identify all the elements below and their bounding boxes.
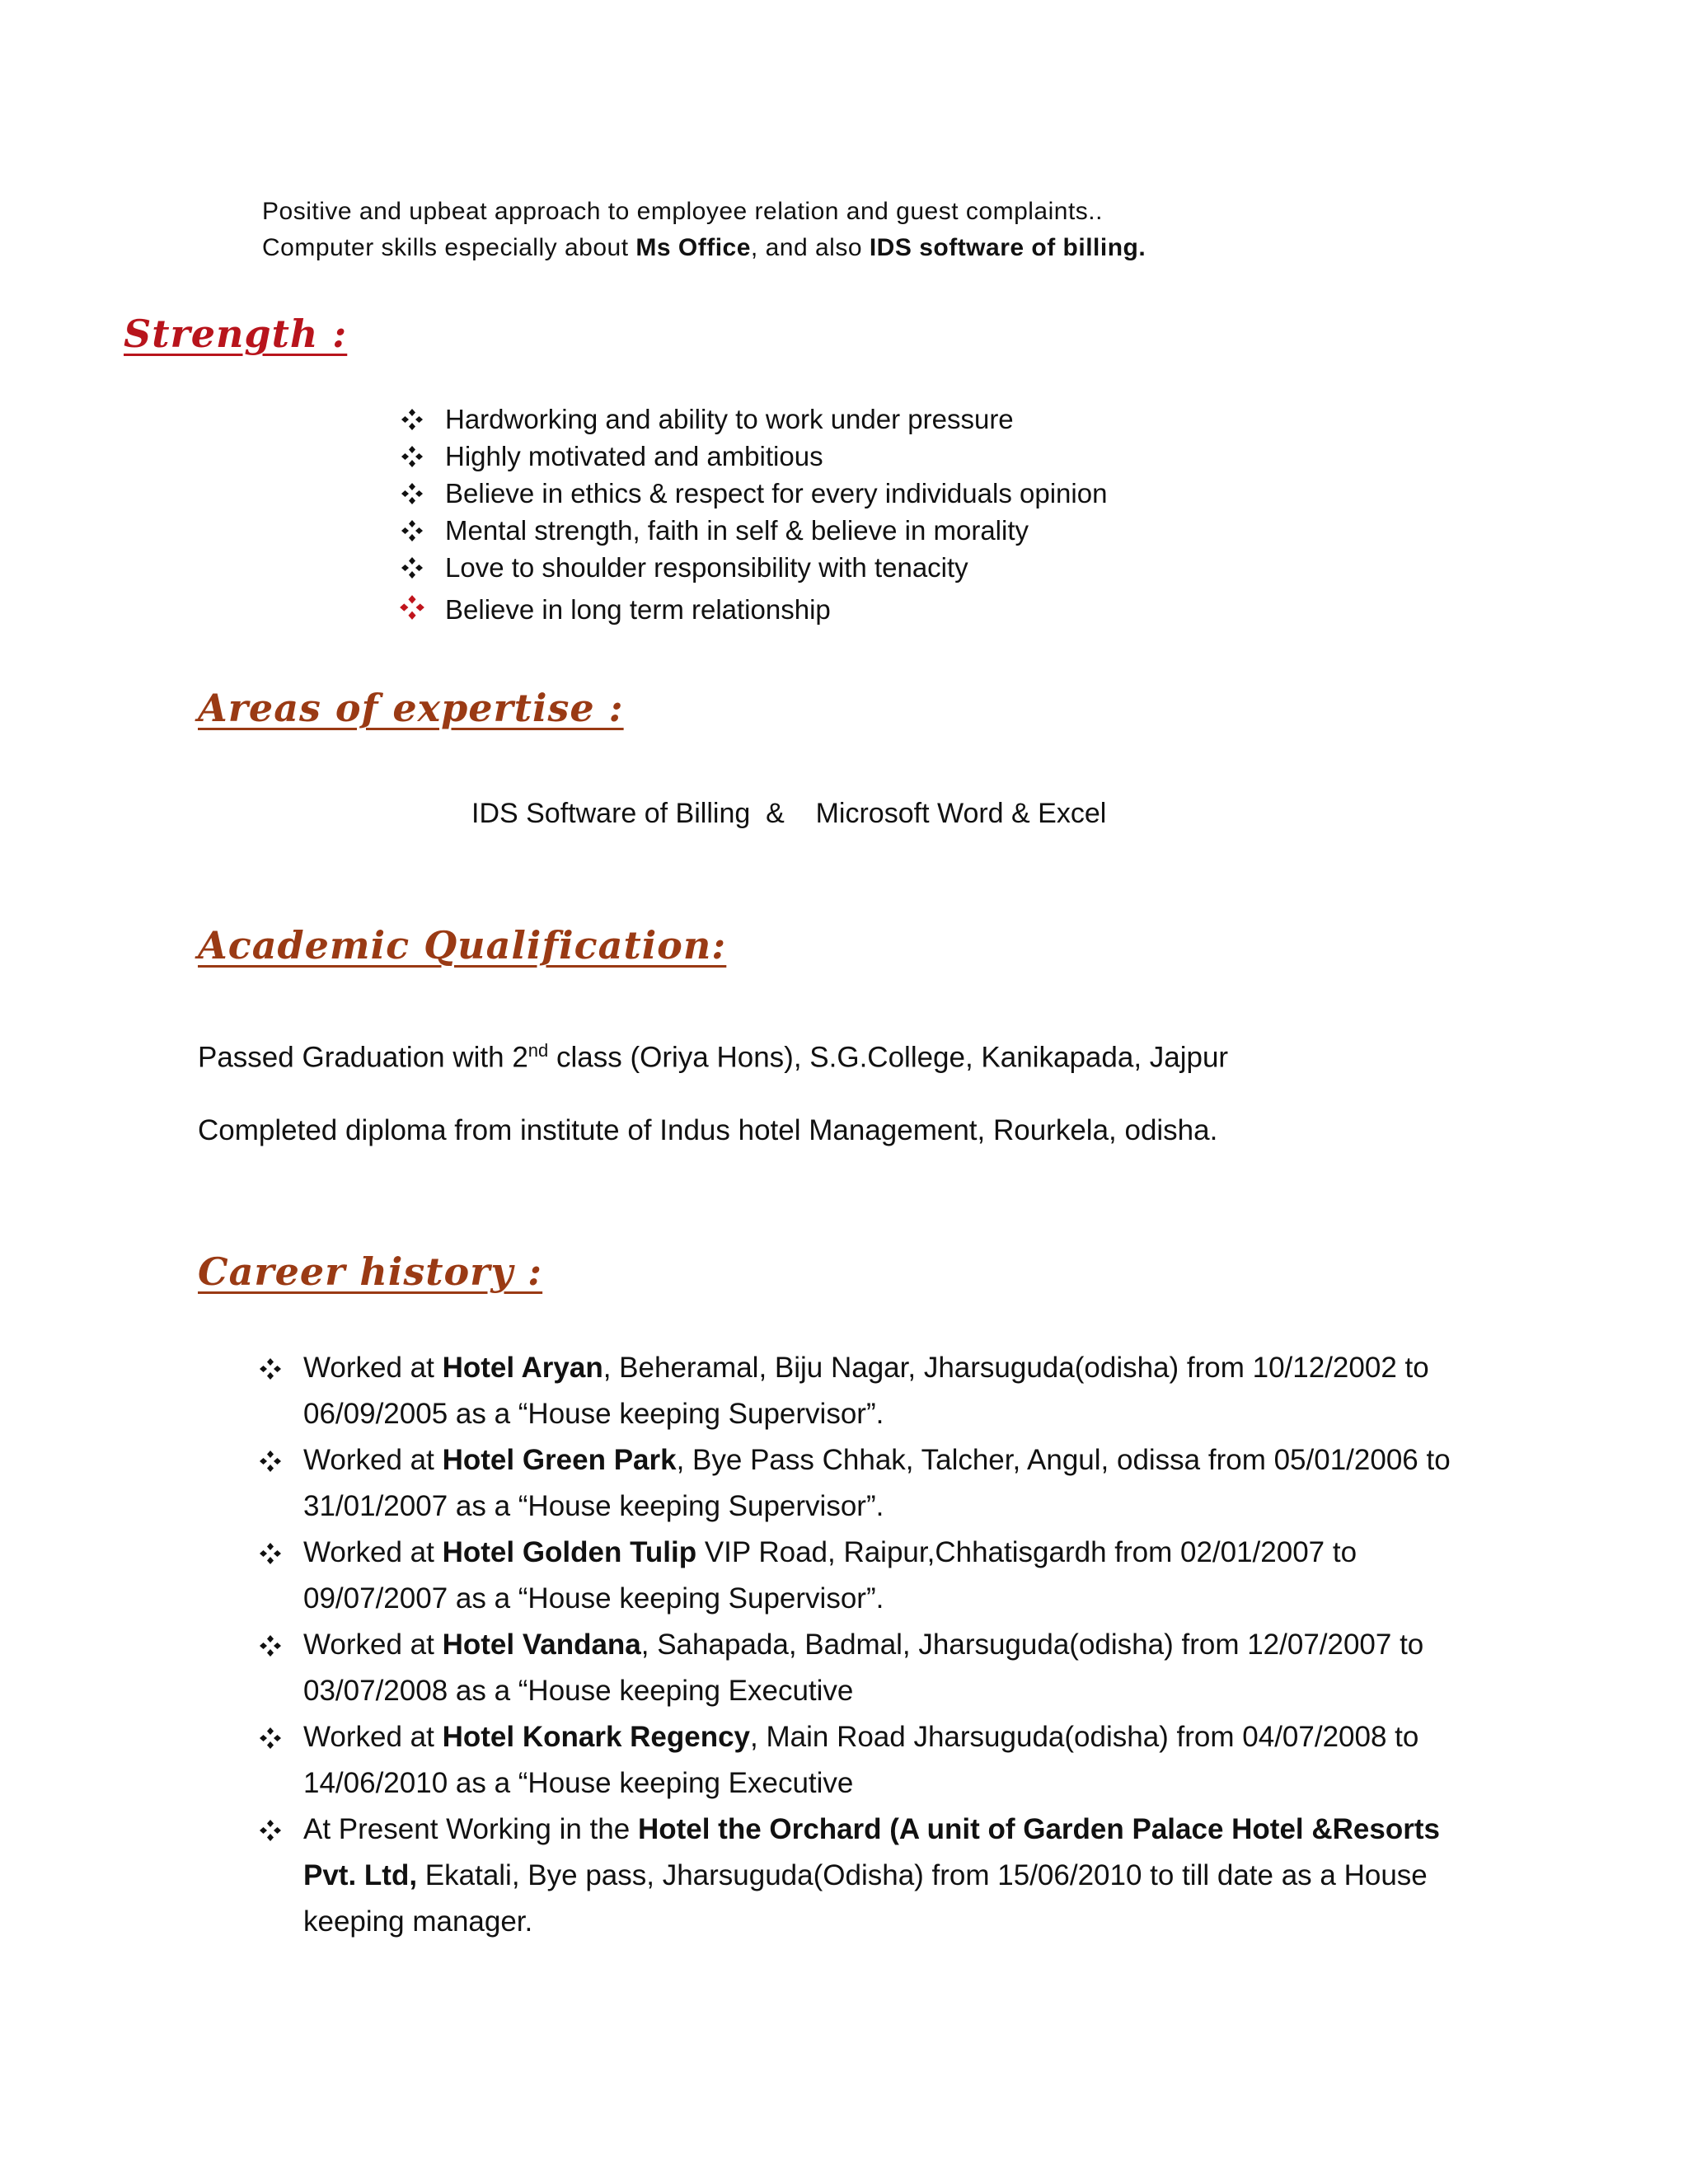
expertise-text: IDS Software of Billing & Microsoft Word & Excel bbox=[471, 798, 1107, 829]
academic-line-2: Completed diploma from institute of Indus hotel Management, Rourkela, odisha. bbox=[198, 1114, 1218, 1146]
intro-ms-office: Ms Office bbox=[635, 234, 751, 261]
career-item-hotel: Hotel Green Park bbox=[442, 1444, 677, 1476]
career-item-hotel: Hotel Aryan bbox=[442, 1352, 603, 1384]
career-heading: Career history : bbox=[198, 1249, 543, 1294]
strength-item bbox=[399, 549, 1107, 586]
expertise-heading: Areas of expertise : bbox=[198, 686, 624, 730]
intro-line-1-text: Positive and upbeat approach to employee relation and guest complaints.. bbox=[262, 198, 1103, 225]
strength-item-text: Believe in ethics & respect for every individuals opinion bbox=[445, 478, 1108, 509]
career-item-hotel: Hotel the Orchard (A unit of Garden Palace Hotel &Resorts Pvt. Ltd, bbox=[303, 1813, 1440, 1891]
four-diamond-bullet-icon bbox=[257, 1437, 287, 1483]
career-item bbox=[257, 1807, 1493, 1945]
academic-line-1-pre: Passed Graduation with 2 bbox=[198, 1041, 528, 1074]
career-item bbox=[257, 1530, 1493, 1622]
strength-item bbox=[399, 512, 1107, 549]
intro-line-2 bbox=[262, 234, 1146, 262]
career-item-hotel: Hotel Konark Regency bbox=[442, 1721, 751, 1753]
academic-heading: Academic Qualification: bbox=[198, 923, 727, 968]
strength-heading: Strength : bbox=[124, 312, 348, 356]
strength-item bbox=[399, 438, 1107, 475]
academic-line-1 bbox=[198, 1040, 1228, 1075]
career-item bbox=[257, 1622, 1493, 1714]
career-item-hotel: Hotel Golden Tulip bbox=[442, 1536, 697, 1568]
career-item-pre: Worked at bbox=[303, 1352, 443, 1384]
strength-item bbox=[399, 475, 1107, 512]
strength-item-text: Mental strength, faith in self & believe in morality bbox=[445, 515, 1029, 546]
career-item-pre: At Present Working in the bbox=[303, 1813, 638, 1845]
career-item-pre: Worked at bbox=[303, 1444, 443, 1476]
strength-item-text: Hardworking and ability to work under pressure bbox=[445, 404, 1014, 434]
strength-list bbox=[399, 401, 1107, 628]
four-diamond-bullet-icon bbox=[399, 591, 429, 628]
strength-item bbox=[399, 401, 1107, 438]
career-item-post: , Bye Pass Chhak, Talcher, Angul, odissa from 05/01/2006 to 31/01/2007 as a “House keeping Supervisor”. bbox=[303, 1444, 1451, 1522]
four-diamond-bullet-icon bbox=[399, 475, 429, 512]
strength-item-text: Highly motivated and ambitious bbox=[445, 441, 823, 471]
career-item bbox=[257, 1345, 1493, 1437]
intro-ids-software: IDS software of billing. bbox=[869, 234, 1146, 261]
four-diamond-bullet-icon bbox=[399, 512, 429, 549]
four-diamond-bullet-icon bbox=[257, 1807, 287, 1853]
career-item-pre: Worked at bbox=[303, 1721, 443, 1753]
strength-item bbox=[399, 591, 1107, 628]
career-item-post: , Main Road Jharsuguda(odisha) from 04/07/2008 to 14/06/2010 as a “House keeping Executive bbox=[303, 1721, 1419, 1799]
strength-item-text: Believe in long term relationship bbox=[445, 594, 831, 625]
intro-line-2-mid: , and also bbox=[750, 234, 870, 261]
career-item bbox=[257, 1437, 1493, 1530]
four-diamond-bullet-icon bbox=[257, 1530, 287, 1576]
four-diamond-bullet-icon bbox=[399, 549, 429, 586]
four-diamond-bullet-icon bbox=[257, 1622, 287, 1668]
four-diamond-bullet-icon bbox=[257, 1345, 287, 1391]
career-item-post: VIP Road, Raipur,Chhatisgardh from 02/01/2007 to 09/07/2007 as a “House keeping Supervisor”. bbox=[303, 1536, 1357, 1615]
academic-line-1-sup: nd bbox=[528, 1040, 549, 1061]
career-list bbox=[257, 1345, 1493, 1945]
career-item-post: , Beheramal, Biju Nagar, Jharsuguda(odisha) from 10/12/2002 to 06/09/2005 as a “House keeping Supervisor”. bbox=[303, 1352, 1429, 1430]
intro-line-1 bbox=[262, 198, 1103, 226]
academic-line-1-post: class (Oriya Hons), S.G.College, Kanikapada, Jajpur bbox=[548, 1041, 1229, 1074]
career-item-post: , Sahapada, Badmal, Jharsuguda(odisha) from 12/07/2007 to 03/07/2008 as a “House keeping Executive bbox=[303, 1629, 1424, 1707]
career-item-pre: Worked at bbox=[303, 1536, 443, 1568]
four-diamond-bullet-icon bbox=[399, 438, 429, 475]
career-item bbox=[257, 1714, 1493, 1807]
intro-line-2-pre: Computer skills especially about bbox=[262, 234, 636, 261]
career-item-hotel: Hotel Vandana bbox=[442, 1629, 641, 1661]
strength-item-text: Love to shoulder responsibility with tenacity bbox=[445, 552, 968, 583]
career-item-post: Ekatali, Bye pass, Jharsuguda(Odisha) from 15/06/2010 to till date as a House keeping manager. bbox=[303, 1859, 1428, 1938]
four-diamond-bullet-icon bbox=[257, 1714, 287, 1760]
career-item-pre: Worked at bbox=[303, 1629, 443, 1661]
four-diamond-bullet-icon bbox=[399, 401, 429, 438]
